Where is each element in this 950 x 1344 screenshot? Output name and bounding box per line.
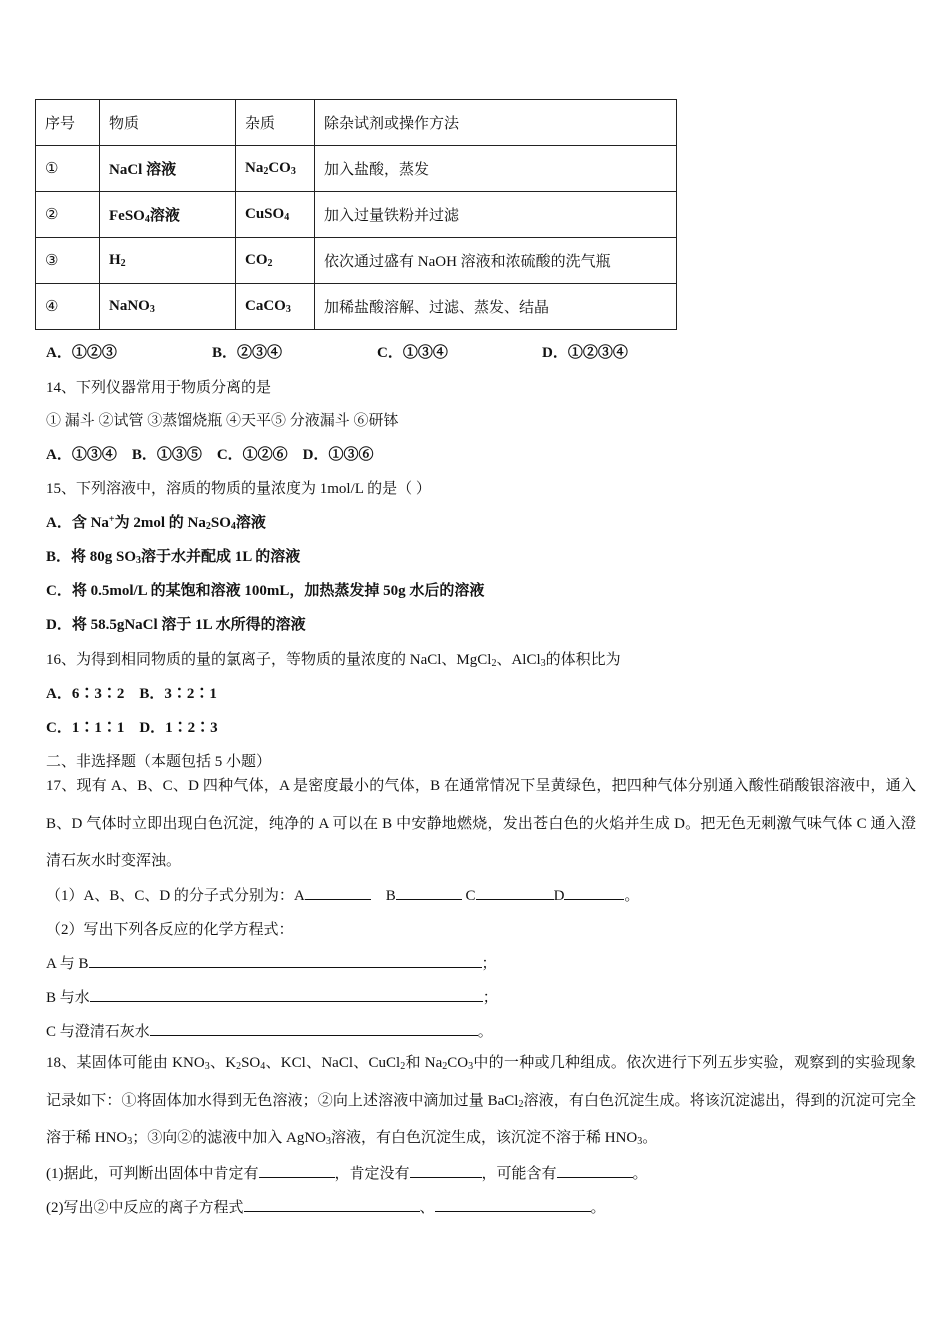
method-cell: 加入过量铁粉并过滤 [315,192,677,238]
row-number: ③ [36,238,100,284]
table-row [36,284,677,330]
punct: 。 [632,1166,648,1182]
answer-blank-definite[interactable] [259,1163,335,1178]
q13-option-c: C．①③④ [377,345,448,361]
separator: 、 [419,1200,435,1216]
q13-option-a: A．①②③ [46,345,117,361]
table-row [36,238,677,284]
q14-stem: 14、下列仪器常用于物质分离的是 [46,380,272,396]
answer-blank[interactable] [89,953,482,968]
answer-blank-a[interactable] [305,885,371,900]
table-header-row [36,100,677,146]
header-cell: 序号 [36,100,100,146]
answer-blank-equation-2[interactable] [435,1197,591,1212]
table-row [36,146,677,192]
impurity-cell: $Na_2CO_3$ [236,146,315,192]
q14-options: A．①③④ B．①③⑤ C．①②⑥ D．①③⑥ [46,447,374,463]
q17-part2-label: （2）写出下列各反应的化学方程式： [46,922,294,938]
q17-part1 [46,884,639,905]
letter-a: A [293,888,305,904]
q18-part1-text: (1)据此，可判断出固体中肯定有 [46,1166,259,1182]
q17-stem: 17、现有 A、B、C、D 四种气体，A 是密度最小的气体，B 在通常情况下呈黄绿色，把四种气体分别通入酸性硝酸银溶液中，通入 B、D 气体时立即出现白色沉淀，纯净的 A 可以在 B 中安静地燃烧，发出苍白色的火焰并生成 D。把无色无刺激气味气体 C 通入澄清石灰水时变浑浊。 [46,778,916,869]
answer-blank-equation-1[interactable] [244,1197,420,1212]
impurity-removal-table [35,99,677,330]
q16-options-line2: C．1∶1∶1 D．1∶2∶3 [46,720,218,736]
answer-blank-d[interactable] [564,885,624,900]
reaction-b-water [46,986,498,1007]
impurity-cell: CuSO$_4$ [236,192,315,238]
q17-part1-label: （1）A、B、C、D 的分子式分别为： [46,888,294,904]
row-number: ① [36,146,100,192]
q18-part1-text: ，可能含有 [481,1166,557,1182]
reaction-label: C 与澄清石灰水 [46,1024,150,1040]
row-number: ② [36,192,100,238]
method-cell: 加稀盐酸溶解、过滤、蒸发、结晶 [315,284,677,330]
letter-c: C [465,888,476,904]
impurity-cell: CaCO$_3$ [236,284,315,330]
table-row [36,192,677,238]
section-title: 二、非选择题（本题包括 5 小题） [46,754,272,770]
row-number: ④ [36,284,100,330]
q15-option-a: A．含 Na+为 2mol 的 $Na_2SO_4$溶液 [46,514,266,532]
q18-part2-text: (2)写出②中反应的离子方程式 [46,1200,244,1216]
method-cell: 加入盐酸，蒸发 [315,146,677,192]
q14-items: ① 漏斗 ②试管 ③蒸馏烧瓶 ④天平⑤ 分液漏斗 ⑥研钵 [46,413,399,429]
header-cell: 除杂试剂或操作方法 [315,100,677,146]
q16-stem: 16、为得到相同物质的量的氯离子，等物质的量浓度的 NaCl、MgCl$_2$、AlCl$_3$的体积比为 [46,652,621,669]
method-cell: 依次通过盛有 NaOH 溶液和浓硫酸的洗气瓶 [315,238,677,284]
substance-cell: $H_2$ [100,238,236,284]
answer-blank[interactable] [90,987,483,1002]
punct: 。 [477,1024,493,1040]
reaction-a-b [46,952,497,973]
q15-stem: 15、下列溶液中，溶质的物质的量浓度为 1mol/L 的是（ ） [46,481,431,497]
letter-b: B [385,888,396,904]
answer-blank-possible[interactable] [557,1163,633,1178]
answer-blank[interactable] [150,1021,478,1036]
q13-option-d: D．①②③④ [542,345,628,361]
header-cell: 物质 [100,100,236,146]
q15-option-d: D．将 58.5gNaCl 溶于 1L 水所得的溶液 [46,617,306,633]
q15-option-b: B．将 80g $SO_3$溶于水并配成 1L 的溶液 [46,549,301,566]
q13-option-b: B．②③④ [212,345,283,361]
answer-blank-c[interactable] [476,885,554,900]
punct: 。 [590,1200,606,1216]
q18-stem: 18、某固体可能由 $KNO_3$、$K_2SO_4$、KCl、NaCl、CuCl$_2$和 $Na_2CO_3$中的一种或几种组成。依次进行下列五步实验，观察到的实验现象记录如下：①将固体加水得到无色溶液；②向上述溶液中滴加过量 BaCl$_2$溶液，有白色沉淀生成。将该沉淀滤出，得到的沉淀可完全溶于稀 $HNO_3$；③向②的滤液中加入 AgNO$_3$溶液，有白色沉淀生成，该沉淀不溶于稀 $HNO_3$。 [46,1055,916,1147]
q18-part1 [46,1162,648,1183]
substance-cell: NaNO$_3$ [100,284,236,330]
answer-blank-b[interactable] [396,885,462,900]
period: 。 [624,888,640,904]
answer-blank-absent[interactable] [410,1163,482,1178]
reaction-label: B 与水 [46,990,90,1006]
reaction-label: A 与 B [46,956,89,972]
substance-cell: FeSO$_4$溶液 [100,192,236,238]
q18-part1-text: ，肯定没有 [334,1166,410,1182]
letter-d: D [553,888,565,904]
punct: ； [482,990,498,1006]
q15-option-c: C．将 0.5mol/L 的某饱和溶液 100mL，加热蒸发掉 50g 水后的溶液 [46,583,485,599]
q18-part2 [46,1196,606,1217]
q16-options-line1: A．6∶3∶2 B．3∶2∶1 [46,686,217,702]
reaction-c-limewater [46,1020,493,1041]
header-cell: 杂质 [236,100,315,146]
impurity-cell: $CO_2$ [236,238,315,284]
substance-cell: NaCl 溶液 [100,146,236,192]
punct: ； [481,956,497,972]
